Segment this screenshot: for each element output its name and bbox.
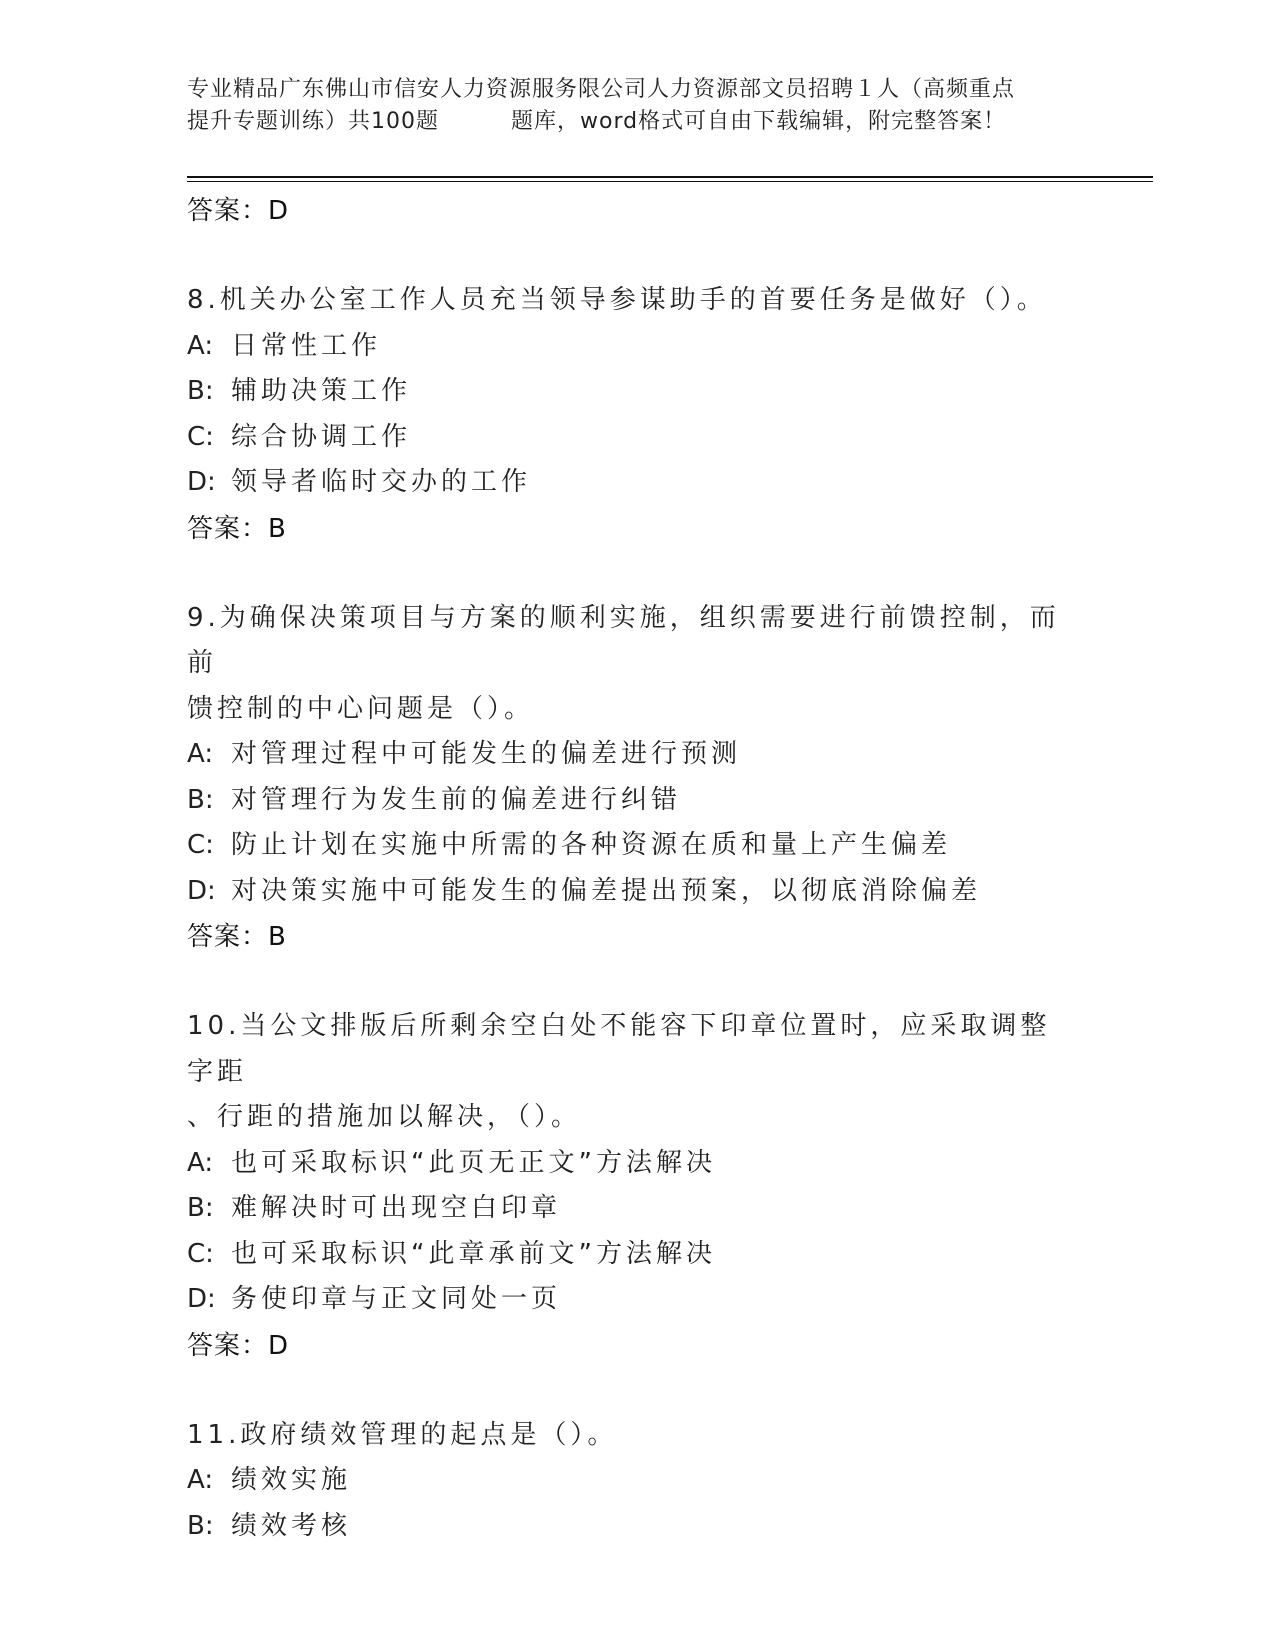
option-key: C:	[187, 1238, 214, 1269]
option-b	[187, 778, 1087, 824]
question-stem-line: 8.机关办公室工作人员充当领导参谋助手的首要任务是做好（）。	[187, 285, 1047, 315]
option-key: C:	[187, 421, 214, 452]
option-d	[187, 1277, 1087, 1323]
option-text: 综合协调工作	[231, 421, 412, 452]
option-text: 绩效实施	[231, 1465, 352, 1495]
option-c	[187, 1232, 1087, 1278]
question-stem	[187, 596, 1067, 733]
question-stem	[187, 1004, 1067, 1141]
option-text: 难解决时可出现空白印章	[231, 1193, 562, 1223]
option-a	[187, 1141, 1087, 1187]
option-key: B:	[187, 1510, 214, 1541]
option-b	[187, 369, 1087, 415]
header-title-line-2	[187, 106, 1087, 138]
option-text: 对决策实施中可能发生的偏差提出预案，以彻底消除偏差	[231, 875, 982, 906]
answer-label: 答案：B	[187, 513, 287, 544]
option-d	[187, 460, 1087, 506]
option-key: A:	[187, 1147, 214, 1178]
answer-label: 答案：B	[187, 922, 287, 952]
question-stem	[187, 278, 1067, 324]
option-a	[187, 732, 1087, 778]
question-stem	[187, 1413, 1067, 1459]
page-header	[187, 74, 1087, 138]
option-b	[187, 1504, 1087, 1550]
header-title-line-2-right: 题库，word格式可自由下载编辑，附完整答案！	[511, 109, 1007, 134]
option-key: A:	[187, 1465, 214, 1495]
option-key: D:	[187, 1284, 216, 1314]
option-key: A:	[187, 739, 214, 769]
option-key: B:	[187, 1193, 214, 1223]
option-key: B:	[187, 784, 214, 815]
option-text: 务使印章与正文同处一页	[231, 1284, 562, 1314]
option-key: A:	[187, 330, 214, 361]
answer-label: 答案：D	[187, 1330, 290, 1361]
option-text: 辅助决策工作	[231, 376, 412, 406]
option-key: B:	[187, 376, 214, 406]
question-9	[187, 596, 1087, 961]
option-key: C:	[187, 830, 214, 860]
option-text: 日常性工作	[231, 330, 382, 361]
question-stem-line: 馈控制的中心问题是（）。	[187, 693, 535, 724]
option-c	[187, 823, 1087, 869]
header-divider-thin	[187, 181, 1153, 182]
option-text: 领导者临时交办的工作	[231, 467, 532, 497]
option-text: 绩效考核	[231, 1510, 352, 1541]
option-b	[187, 1186, 1087, 1232]
option-text: 对管理行为发生前的偏差进行纠错	[231, 784, 682, 815]
question-11	[187, 1413, 1087, 1550]
question-10	[187, 1004, 1087, 1369]
question-stem-line: 10.当公文排版后所剩余空白处不能容下印章位置时，应采取调整字距	[187, 1011, 1051, 1087]
option-text: 防止计划在实施中所需的各种资源在质和量上产生偏差	[231, 830, 952, 860]
option-a	[187, 1458, 1087, 1504]
question-8	[187, 278, 1087, 552]
option-text: 对管理过程中可能发生的偏差进行预测	[231, 739, 742, 769]
option-a	[187, 324, 1087, 370]
header-title-line-2-left: 提升专题训练）共100题	[187, 109, 439, 134]
previous-answer: 答案：D	[187, 196, 290, 226]
option-text: 也可采取标识“此章承前文”方法解决	[231, 1238, 716, 1269]
option-d	[187, 869, 1087, 915]
header-title-line-1: 专业精品广东佛山市信安人力资源服务限公司人力资源部文员招聘１人（高频重点	[187, 77, 1016, 102]
question-list	[187, 188, 1087, 1549]
option-c	[187, 415, 1087, 461]
option-key: D:	[187, 875, 216, 906]
question-stem-line: 11.政府绩效管理的起点是（）。	[187, 1419, 618, 1450]
option-key: D:	[187, 467, 216, 497]
question-stem-line: 9.为确保决策项目与方案的顺利实施，组织需要进行前馈控制，而前	[187, 602, 1060, 678]
option-text: 也可采取标识“此页无正文”方法解决	[231, 1147, 716, 1178]
header-divider-thick	[187, 176, 1153, 178]
question-stem-line: 、行距的措施加以解决，（）。	[187, 1102, 582, 1132]
